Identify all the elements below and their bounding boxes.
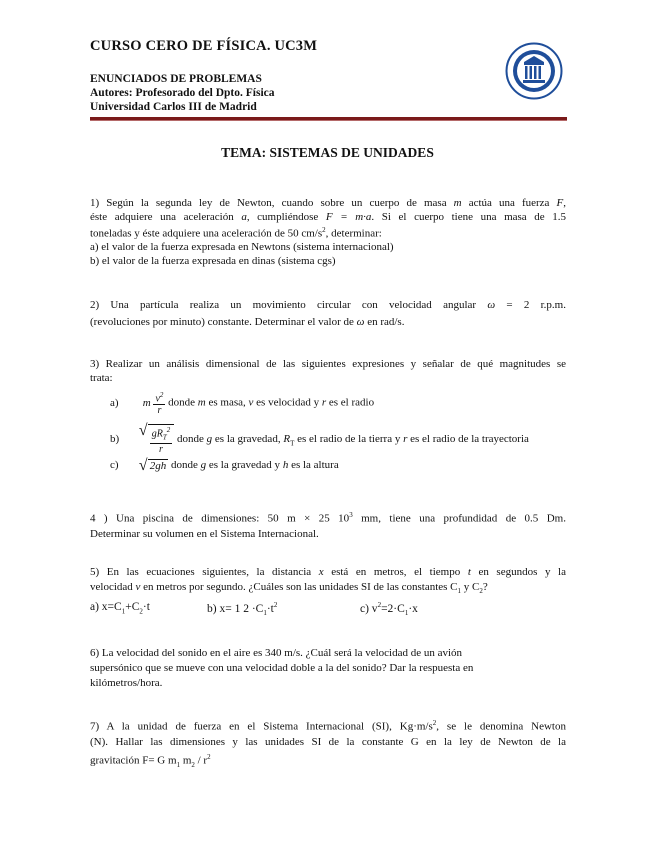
problem-2: 2) Una partícula realiza un movimiento circular con velocidad angular ω = 2 r.p.m. (revoluciones por minuto) constante. Determinar el valor de ω en rad/s. <box>90 299 566 328</box>
problem-5-eq-a: a) $x=C_1+C_2\cdot t$ <box>90 601 150 616</box>
problem-1: 1) Según la segunda ley de Newton, cuando sobre un cuerpo de masa m actúa una fuerza F, éste adquiere una aceleración a, cumpliéndose F = m·a. Si el cuerpo tiene una masa de 1.5 toneladas y éste adquiere una aceleración de 50 $cm/s^2$, determinar: a) el valor de la fuerza expresada en Newtons (sistema internacional) b) el valor de la fuerza expresada en dinas (sistema cgs) <box>90 197 567 267</box>
problem-5-eq-b: b) x= 1 $2 \cdot C_1\cdot t^2$ <box>207 601 278 618</box>
problem-5-eq-c: c) $v^2=2\cdot C_1\cdot x$ <box>360 601 418 618</box>
course-title: CURSO CERO DE FÍSICA. UC3M <box>90 38 318 54</box>
problem-3-intro: 3) Realizar un análisis dimensional de las siguientes expresiones y señalar de qué magnitudes se trata: <box>90 358 566 384</box>
problem-3-item-c: c) √ 2gh donde g es la gravedad y h es la altura <box>110 457 339 474</box>
problem-7: 7) A la unidad de fuerza en el Sistema Internacional (SI), $Kg\cdot m/s^2$, se le denomina Newton (N). Hallar las dimensiones y las unidades SI de la constante G en la ley de Newton de la gravitación F= G $m_1$ $m_2 / r^2$ <box>90 719 566 769</box>
problem-3-item-b: b) √ $\frac{gR_T^2}{r}$ donde g es la gravedad, $R_T$ es el radio de la tierra y r es el radio de la trayectoria <box>110 422 529 456</box>
header-subtitle: ENUNCIADOS DE PROBLEMAS <box>90 73 262 85</box>
header-university: Universidad Carlos III de Madrid <box>90 101 257 113</box>
uc3m-logo <box>505 42 563 100</box>
problem-5: 5) En las ecuaciones siguientes, la distancia x está en metros, el tiempo t en segundos y la velocidad v en metros por segundo. ¿Cuáles son las unidades SI de las constantes $C_1$ y $C_2$? <box>90 566 566 596</box>
topic-title: TEMA: SISTEMAS DE UNIDADES <box>221 145 434 160</box>
header-authors: Autores: Profesorado del Dpto. Física <box>90 87 275 99</box>
problem-3-item-a: a) m $\frac{v^2}{r}$ donde m es masa, v es velocidad y r es el radio <box>110 391 375 417</box>
problem-6: 6) La velocidad del sonido en el aire es 340 m/s. ¿Cuál será la velocidad de un avión supersónico que se mueve con una velocidad doble a la del sonido? Dar la respuesta en kilómetros/hora. <box>90 647 474 689</box>
problem-4: 4 ) Una piscina de dimensiones: 50 m × 25 $10^3$ mm, tiene una profundidad de 0.5 Dm. Determinar su volumen en el Sistema Internacional. <box>90 511 566 540</box>
header-divider <box>90 117 567 121</box>
